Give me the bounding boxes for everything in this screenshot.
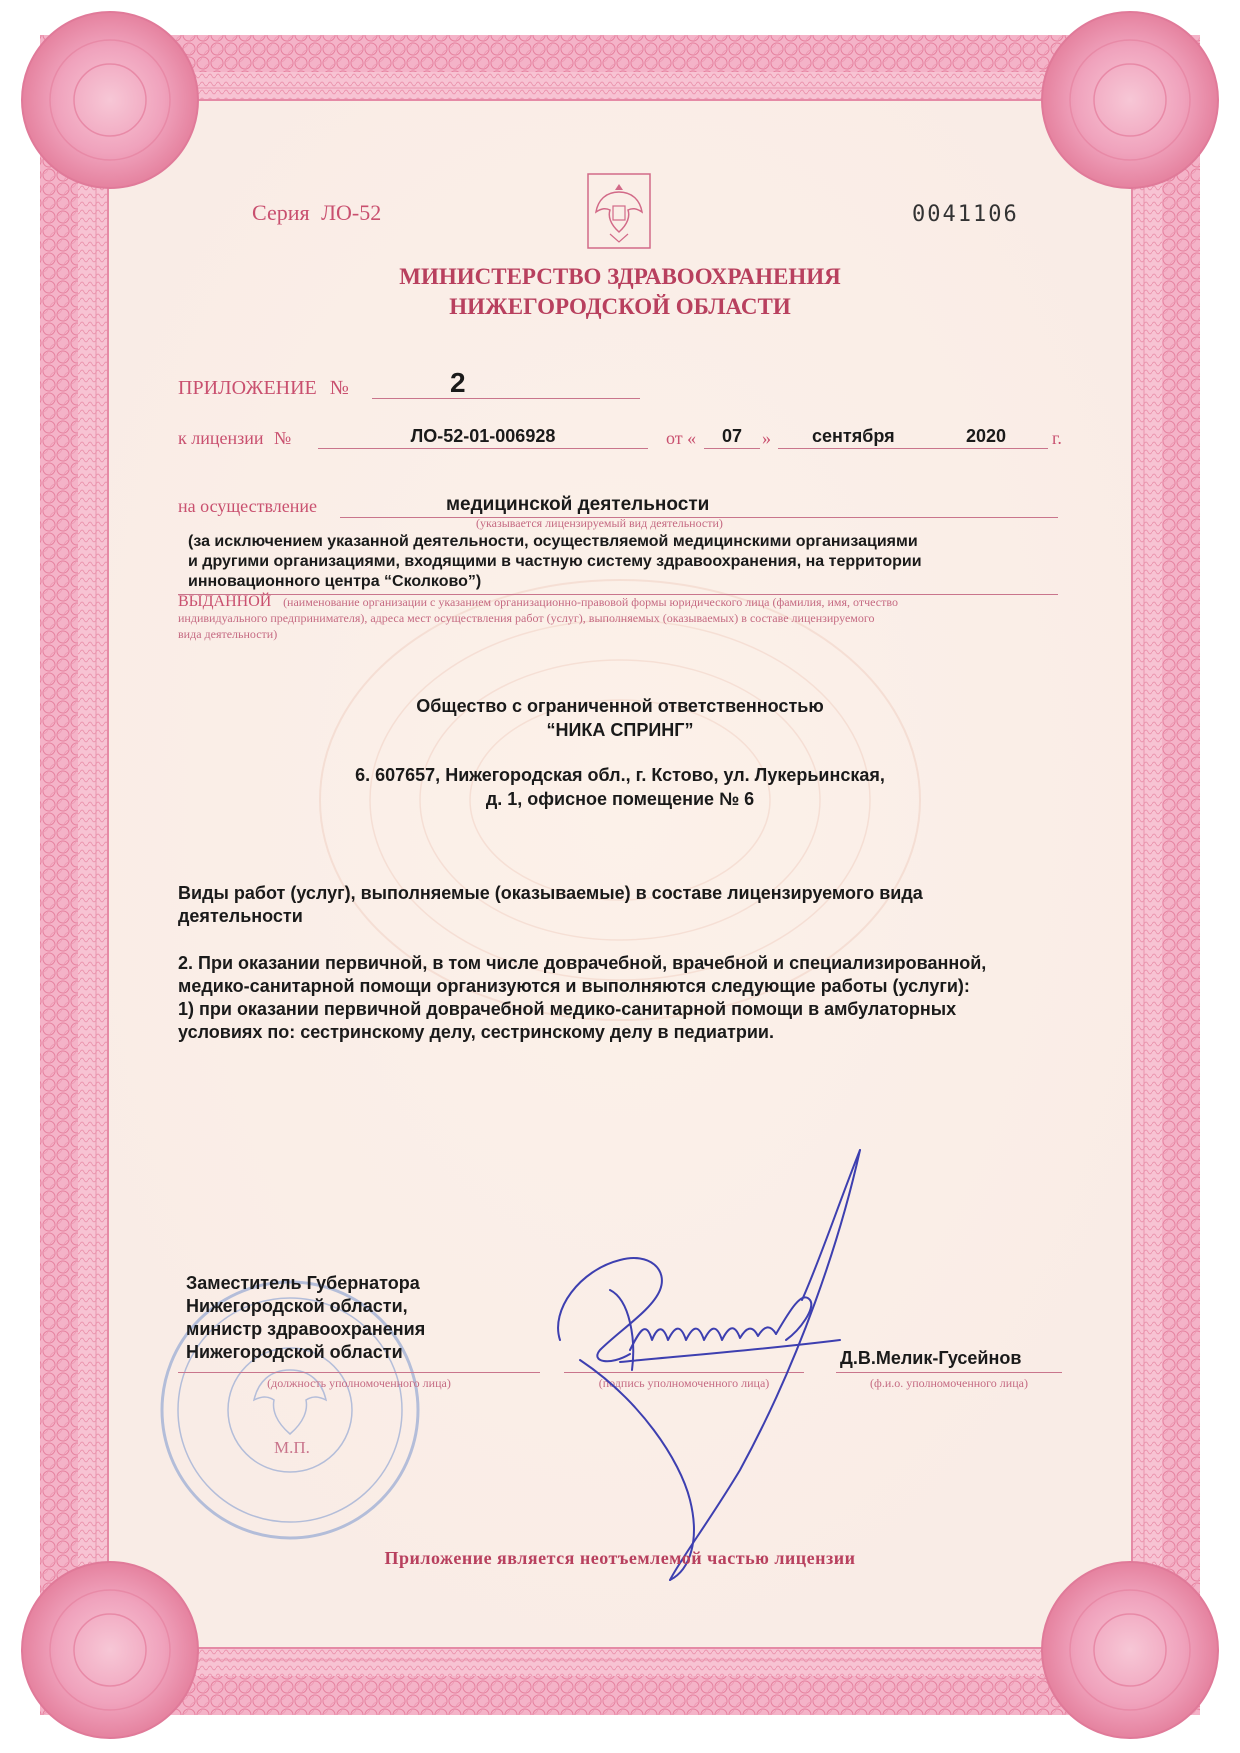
series [252, 200, 381, 226]
signatory-position: Заместитель Губернатора Нижегородской области, министр здравоохранения Нижегородской области [186, 1273, 426, 1362]
activity-value: медицинской деятельности [446, 494, 710, 515]
license-blank-number: 0041106 [912, 202, 1019, 227]
activity-label: на осуществление [178, 496, 317, 516]
license-number-underline [318, 448, 648, 449]
appendix-number-underline [372, 398, 640, 399]
russian-coat-of-arms-icon [586, 172, 652, 250]
organization-address-line-1: 6. 607657, Нижегородская обл., г. Кстово, ул. Лукерьинская, [355, 765, 885, 785]
name-caption: (ф.и.о. уполномоченного лица) [870, 1376, 1028, 1390]
issued-caption-line-1: (наименование организации с указанием организационно-правовой формы юридического лица (фамилия, имя, отчество [283, 595, 898, 609]
activity-note: (за исключением указанной деятельности, осуществляемой медицинскими организациями и другими организациями, входящими в частную систему здравоохранения, на территории инновационного центра “Сколково”) [188, 533, 922, 590]
organization-address [260, 763, 980, 811]
series-value: ЛО-52 [321, 200, 382, 225]
activity-caption: (указывается лицензируемый вид деятельности) [476, 516, 723, 530]
series-label: Серия [252, 200, 310, 225]
position-caption: (должность уполномоченного лица) [267, 1376, 451, 1390]
ministry-line-2: НИЖЕГОРОДСКОЙ ОБЛАСТИ [449, 294, 791, 319]
footer-note: Приложение является неотъемлемой частью лицензии [384, 1548, 856, 1568]
works-intro: Виды работ (услуг), выполняемые (оказываемые) в составе лицензируемого вида деятельности [178, 883, 923, 926]
license-year-suffix: г. [1052, 428, 1062, 448]
license-label: к лицензии № [178, 428, 292, 448]
license-year: 2020 [966, 426, 1007, 446]
license-date-close-quote: » [762, 428, 771, 448]
license-number: ЛО-52-01-006928 [410, 426, 556, 446]
ministry-title [300, 262, 940, 322]
organization-line-1: Общество с ограниченной ответственностью [416, 696, 824, 716]
license-day-underline [704, 448, 760, 449]
license-date-from-label: от « [666, 428, 697, 448]
license-month-underline [778, 448, 1048, 449]
organization-name [300, 694, 940, 742]
issued-block [178, 594, 898, 642]
stamp-place-label: М.П. [274, 1438, 310, 1457]
ministry-line-1: МИНИСТЕРСТВО ЗДРАВООХРАНЕНИЯ [399, 264, 841, 289]
appendix-label: ПРИЛОЖЕНИЕ № [178, 377, 349, 399]
organization-address-line-2: д. 1, офисное помещение № 6 [485, 789, 755, 809]
works-item-2: 2. При оказании первичной, в том числе доврачебной, врачебной и специализированной, медико-санитарной помощи организуются и выполняются следующие работы (услуги): 1) при оказании первичной доврачебной медико-санитарной помощи в амбулаторных условиях по: сестринскому делу, сестринскому делу в педиатрии. [178, 953, 987, 1042]
license-day: 07 [721, 426, 743, 446]
issued-caption-line-3: вида деятельности) [178, 627, 278, 641]
license-month: сентября [812, 426, 895, 446]
signatory-name: Д.В.Мелик-Гусейнов [840, 1348, 1022, 1368]
issued-label: ВЫДАННОЙ [178, 593, 272, 610]
position-underline [178, 1372, 540, 1373]
signature-caption: (подпись уполномоченного лица) [598, 1376, 770, 1390]
issued-caption-line-2: индивидуального предпринимателя), адреса мест осуществления работ (услуг), выполняемых (оказываемых) в составе лицензируемого [178, 611, 875, 625]
appendix-number: 2 [450, 367, 466, 398]
organization-line-2: “НИКА СПРИНГ” [546, 720, 694, 740]
